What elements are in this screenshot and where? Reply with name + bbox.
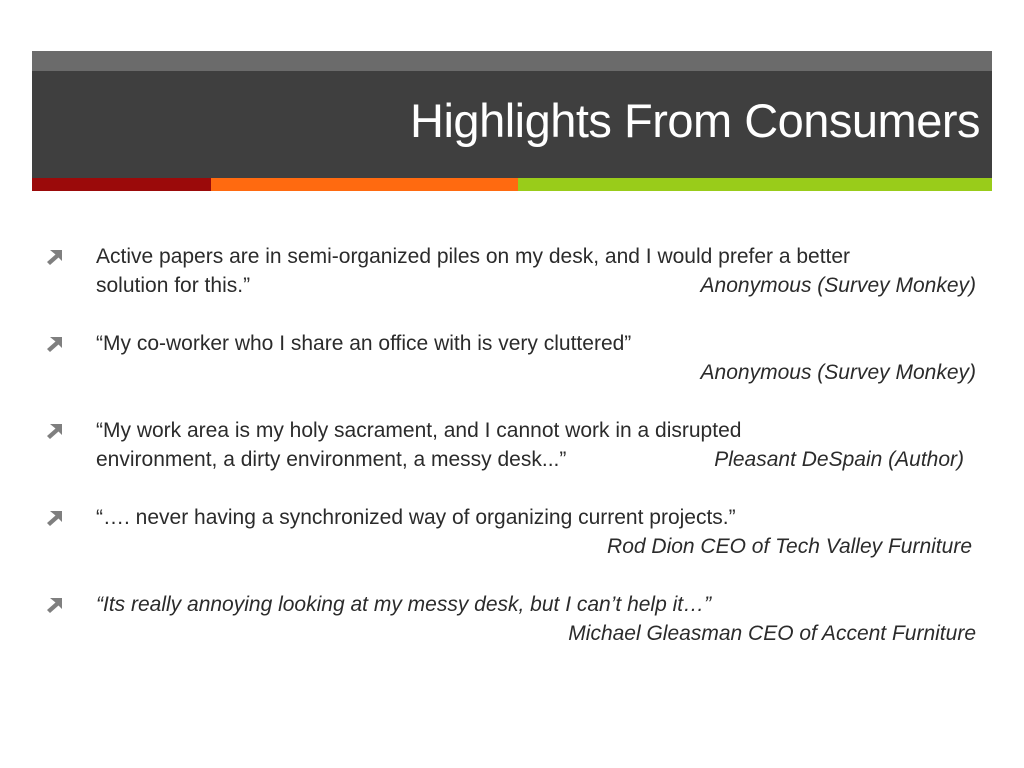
list-item: [44, 329, 984, 387]
accent-segment-orange: [211, 178, 518, 191]
quote-row: [96, 445, 984, 474]
quote-line-2: environment, a dirty environment, a messy desk...”: [96, 448, 567, 471]
quote-line-1: Active papers are in semi-organized piles on my desk, and I would prefer a better: [96, 245, 851, 268]
quote-line-1: “My co-worker who I share an office with is very cluttered”: [96, 332, 632, 355]
quote-line-1: “…. never having a synchronized way of organizing current projects.”: [96, 506, 736, 529]
arrow-up-right-icon: [46, 423, 64, 439]
arrow-up-right-icon: [46, 336, 64, 352]
quote-line-2: solution for this.”: [96, 274, 251, 297]
quote-line-1: “Its really annoying looking at my messy desk, but I can’t help it…”: [96, 593, 712, 616]
arrow-up-right-icon: [46, 510, 64, 526]
quote-attribution: Pleasant DeSpain (Author): [714, 448, 964, 471]
accent-bar: [32, 178, 992, 191]
list-item: [44, 590, 984, 648]
quote-line-1: “My work area is my holy sacrament, and I cannot work in a disrupted: [96, 419, 742, 442]
list-item: [44, 242, 984, 300]
quote-row: [96, 271, 984, 300]
slide-title: Highlights From Consumers: [410, 94, 980, 147]
quote-attribution: Anonymous (Survey Monkey): [700, 274, 976, 297]
quote-attribution: Rod Dion CEO of Tech Valley Furniture: [607, 535, 972, 558]
quote-attribution: Anonymous (Survey Monkey): [700, 361, 976, 384]
accent-segment-green: [518, 178, 992, 191]
accent-segment-red: [32, 178, 211, 191]
quote-attribution: Michael Gleasman CEO of Accent Furniture: [568, 622, 976, 645]
list-item: [44, 416, 984, 474]
title-top-strip: [32, 51, 992, 71]
title-band: [32, 71, 992, 178]
bullet-list: [44, 242, 984, 677]
list-item: [44, 503, 984, 561]
arrow-up-right-icon: [46, 249, 64, 265]
arrow-up-right-icon: [46, 597, 64, 613]
